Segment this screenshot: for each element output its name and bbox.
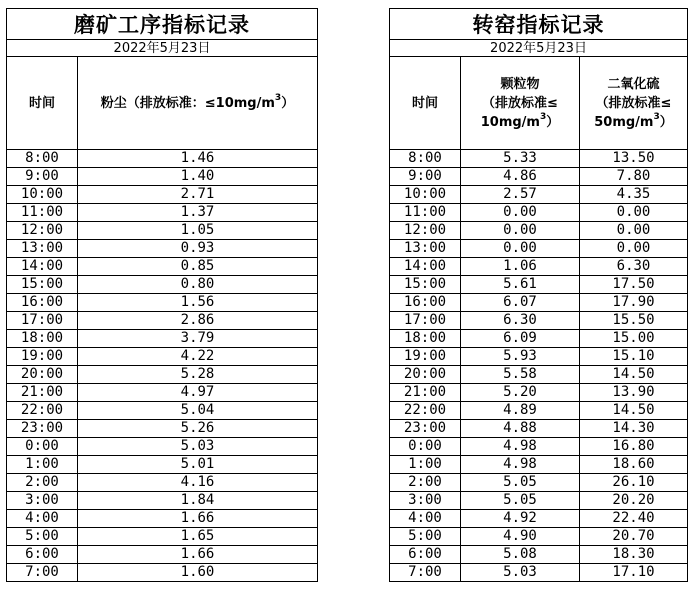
grinding-dust-cell: 5.03 (78, 438, 318, 456)
kiln-time-cell: 20:00 (390, 366, 461, 384)
grinding-dust-cell: 1.65 (78, 528, 318, 546)
grinding-dust-cell: 1.05 (78, 222, 318, 240)
kiln-so2-cell: 13.90 (580, 384, 688, 402)
kiln-time-cell: 3:00 (390, 492, 461, 510)
grinding-table-row (7, 492, 318, 510)
kiln-time-cell: 17:00 (390, 312, 461, 330)
grinding-time-cell: 0:00 (7, 438, 78, 456)
kiln-so2-cell: 4.35 (580, 186, 688, 204)
grinding-dust-cell: 5.01 (78, 456, 318, 474)
grinding-dust-cell: 2.71 (78, 186, 318, 204)
kiln-time-cell: 6:00 (390, 546, 461, 564)
kiln-so2-cell: 14.50 (580, 366, 688, 384)
kiln-table-row (390, 240, 688, 258)
grinding-time-header-label: 时间 (28, 95, 55, 111)
kiln-time-cell: 16:00 (390, 294, 461, 312)
grinding-dust-cell: 4.16 (78, 474, 318, 492)
kiln-particulate-cell: 6.30 (461, 312, 580, 330)
grinding-table-row (7, 222, 318, 240)
grinding-table-row (7, 186, 318, 204)
grinding-table-row (7, 510, 318, 528)
kiln-so2-header-line3: 50mg/m (594, 114, 654, 130)
kiln-table-row (390, 492, 688, 510)
kiln-table-row (390, 546, 688, 564)
grinding-dust-cell: 0.85 (78, 258, 318, 276)
kiln-time-cell: 1:00 (390, 456, 461, 474)
grinding-time-cell: 2:00 (7, 474, 78, 492)
grinding-time-cell: 10:00 (7, 186, 78, 204)
grinding-time-cell: 18:00 (7, 330, 78, 348)
grinding-time-cell: 20:00 (7, 366, 78, 384)
grinding-table-row (7, 402, 318, 420)
kiln-so2-cell: 26.10 (580, 474, 688, 492)
kiln-particulate-cell: 0.00 (461, 222, 580, 240)
grinding-time-cell: 12:00 (7, 222, 78, 240)
kiln-time-cell: 2:00 (390, 474, 461, 492)
grinding-time-cell: 11:00 (7, 204, 78, 222)
kiln-table-row (390, 456, 688, 474)
kiln-table-row (390, 186, 688, 204)
grinding-time-cell: 7:00 (7, 564, 78, 582)
kiln-time-header (390, 57, 461, 150)
kiln-particulate-cell: 5.20 (461, 384, 580, 402)
kiln-particulate-header-sup: 3 (539, 111, 547, 122)
kiln-table-row (390, 510, 688, 528)
grinding-dust-cell: 1.37 (78, 204, 318, 222)
grinding-dust-cell: 4.22 (78, 348, 318, 366)
grinding-process-table (6, 8, 318, 582)
grinding-dust-header-close: ） (281, 95, 295, 111)
kiln-table-row (390, 276, 688, 294)
grinding-time-cell: 1:00 (7, 456, 78, 474)
grinding-table-row (7, 456, 318, 474)
grinding-dust-cell: 5.26 (78, 420, 318, 438)
kiln-time-cell: 19:00 (390, 348, 461, 366)
kiln-time-cell: 14:00 (390, 258, 461, 276)
kiln-so2-cell: 22.40 (580, 510, 688, 528)
kiln-so2-cell: 7.80 (580, 168, 688, 186)
grinding-dust-cell: 0.80 (78, 276, 318, 294)
kiln-so2-header-line2: （排放标准≤ (595, 95, 672, 111)
grinding-time-header (7, 57, 78, 150)
kiln-particulate-cell: 2.57 (461, 186, 580, 204)
grinding-table-row (7, 348, 318, 366)
grinding-table-row (7, 474, 318, 492)
grinding-time-cell: 22:00 (7, 402, 78, 420)
kiln-table-row (390, 348, 688, 366)
grinding-table-row (7, 438, 318, 456)
kiln-table-row (390, 438, 688, 456)
kiln-particulate-header-close: ） (546, 114, 560, 130)
kiln-particulate-cell: 4.98 (461, 456, 580, 474)
kiln-particulate-cell: 4.88 (461, 420, 580, 438)
grinding-table-row (7, 366, 318, 384)
kiln-table-row (390, 420, 688, 438)
grinding-dust-cell: 1.56 (78, 294, 318, 312)
kiln-table-row (390, 402, 688, 420)
kiln-table-row (390, 258, 688, 276)
kiln-time-cell: 7:00 (390, 564, 461, 582)
rotary-kiln-table (389, 8, 688, 582)
grinding-time-cell: 16:00 (7, 294, 78, 312)
kiln-so2-cell: 13.50 (580, 150, 688, 168)
kiln-so2-cell: 14.50 (580, 402, 688, 420)
grinding-dust-cell: 0.93 (78, 240, 318, 258)
grinding-dust-header-sup: 3 (274, 92, 282, 103)
kiln-table-date: 2022年5月23日 (390, 40, 688, 57)
kiln-so2-cell: 17.10 (580, 564, 688, 582)
kiln-so2-cell: 20.20 (580, 492, 688, 510)
kiln-particulate-cell: 5.03 (461, 564, 580, 582)
grinding-time-cell: 17:00 (7, 312, 78, 330)
grinding-table-row (7, 240, 318, 258)
kiln-table-row (390, 330, 688, 348)
grinding-table-row (7, 204, 318, 222)
grinding-table-row (7, 546, 318, 564)
kiln-time-cell: 12:00 (390, 222, 461, 240)
grinding-table-row (7, 150, 318, 168)
kiln-table-title: 转窑指标记录 (390, 9, 688, 40)
kiln-so2-header-close: ） (659, 114, 673, 130)
kiln-table-row (390, 312, 688, 330)
kiln-table-row (390, 384, 688, 402)
grinding-dust-cell: 4.97 (78, 384, 318, 402)
kiln-so2-cell: 16.80 (580, 438, 688, 456)
kiln-particulate-cell: 5.93 (461, 348, 580, 366)
kiln-particulate-header (461, 57, 580, 150)
kiln-so2-cell: 15.50 (580, 312, 688, 330)
kiln-particulate-cell: 4.98 (461, 438, 580, 456)
kiln-so2-cell: 17.50 (580, 276, 688, 294)
grinding-time-cell: 23:00 (7, 420, 78, 438)
kiln-time-cell: 9:00 (390, 168, 461, 186)
kiln-table-row (390, 294, 688, 312)
kiln-time-cell: 10:00 (390, 186, 461, 204)
kiln-particulate-cell: 1.06 (461, 258, 580, 276)
kiln-particulate-cell: 5.05 (461, 492, 580, 510)
kiln-particulate-cell: 5.61 (461, 276, 580, 294)
kiln-time-cell: 13:00 (390, 240, 461, 258)
kiln-time-cell: 8:00 (390, 150, 461, 168)
grinding-time-cell: 19:00 (7, 348, 78, 366)
grinding-table-row (7, 330, 318, 348)
kiln-so2-cell: 0.00 (580, 240, 688, 258)
kiln-so2-cell: 20.70 (580, 528, 688, 546)
grinding-table-row (7, 384, 318, 402)
kiln-time-cell: 21:00 (390, 384, 461, 402)
kiln-time-cell: 23:00 (390, 420, 461, 438)
grinding-dust-cell: 1.46 (78, 150, 318, 168)
kiln-so2-cell: 0.00 (580, 222, 688, 240)
grinding-dust-header (78, 57, 318, 150)
grinding-table-row (7, 312, 318, 330)
kiln-particulate-cell: 5.05 (461, 474, 580, 492)
kiln-particulate-cell: 0.00 (461, 240, 580, 258)
grinding-time-cell: 6:00 (7, 546, 78, 564)
kiln-particulate-cell: 4.89 (461, 402, 580, 420)
grinding-table-row (7, 420, 318, 438)
kiln-table-row (390, 366, 688, 384)
kiln-so2-cell: 14.30 (580, 420, 688, 438)
kiln-table-row (390, 474, 688, 492)
kiln-so2-header-sup: 3 (653, 111, 660, 122)
kiln-time-cell: 15:00 (390, 276, 461, 294)
kiln-so2-cell: 0.00 (580, 204, 688, 222)
grinding-dust-cell: 5.04 (78, 402, 318, 420)
grinding-dust-cell: 5.28 (78, 366, 318, 384)
grinding-table-row (7, 276, 318, 294)
grinding-dust-cell: 3.79 (78, 330, 318, 348)
kiln-particulate-cell: 4.90 (461, 528, 580, 546)
grinding-table-date: 2022年5月23日 (7, 40, 318, 57)
kiln-particulate-header-line3: 10mg/m (480, 114, 540, 130)
grinding-table-row (7, 564, 318, 582)
grinding-time-cell: 8:00 (7, 150, 78, 168)
kiln-particulate-header-line1: 颗粒物 (500, 76, 540, 92)
grinding-dust-cell: 1.66 (78, 510, 318, 528)
kiln-so2-header-line1: 二氧化硫 (607, 76, 660, 92)
grinding-dust-cell: 1.66 (78, 546, 318, 564)
kiln-so2-cell: 15.10 (580, 348, 688, 366)
grinding-table-row (7, 528, 318, 546)
grinding-time-cell: 13:00 (7, 240, 78, 258)
kiln-table-row (390, 222, 688, 240)
grinding-table-row (7, 168, 318, 186)
kiln-table-row (390, 150, 688, 168)
grinding-time-cell: 4:00 (7, 510, 78, 528)
grinding-dust-cell: 1.84 (78, 492, 318, 510)
kiln-particulate-cell: 6.07 (461, 294, 580, 312)
kiln-so2-cell: 6.30 (580, 258, 688, 276)
kiln-so2-cell: 15.00 (580, 330, 688, 348)
kiln-so2-cell: 18.60 (580, 456, 688, 474)
kiln-time-cell: 0:00 (390, 438, 461, 456)
grinding-time-cell: 15:00 (7, 276, 78, 294)
kiln-particulate-cell: 4.92 (461, 510, 580, 528)
grinding-table-title: 磨矿工序指标记录 (7, 9, 318, 40)
kiln-time-cell: 5:00 (390, 528, 461, 546)
grinding-table-row (7, 294, 318, 312)
kiln-particulate-cell: 5.58 (461, 366, 580, 384)
grinding-dust-header-label: 粉尘（排放标准：≤10mg/m (100, 95, 275, 111)
kiln-time-cell: 18:00 (390, 330, 461, 348)
grinding-time-cell: 9:00 (7, 168, 78, 186)
kiln-time-cell: 11:00 (390, 204, 461, 222)
kiln-particulate-cell: 0.00 (461, 204, 580, 222)
kiln-table-row (390, 564, 688, 582)
kiln-particulate-cell: 5.08 (461, 546, 580, 564)
kiln-particulate-cell: 4.86 (461, 168, 580, 186)
grinding-dust-cell: 1.60 (78, 564, 318, 582)
kiln-particulate-cell: 6.09 (461, 330, 580, 348)
kiln-time-cell: 22:00 (390, 402, 461, 420)
grinding-dust-cell: 1.40 (78, 168, 318, 186)
kiln-time-cell: 4:00 (390, 510, 461, 528)
grinding-time-cell: 3:00 (7, 492, 78, 510)
grinding-time-cell: 5:00 (7, 528, 78, 546)
kiln-so2-cell: 17.90 (580, 294, 688, 312)
kiln-time-header-label: 时间 (411, 95, 438, 111)
kiln-particulate-cell: 5.33 (461, 150, 580, 168)
grinding-dust-cell: 2.86 (78, 312, 318, 330)
kiln-table-row (390, 204, 688, 222)
grinding-time-cell: 21:00 (7, 384, 78, 402)
kiln-table-row (390, 168, 688, 186)
kiln-so2-cell: 18.30 (580, 546, 688, 564)
kiln-particulate-header-line2: （排放标准≤ (482, 95, 558, 111)
kiln-so2-header (580, 57, 688, 150)
kiln-table-row (390, 528, 688, 546)
grinding-time-cell: 14:00 (7, 258, 78, 276)
grinding-table-row (7, 258, 318, 276)
